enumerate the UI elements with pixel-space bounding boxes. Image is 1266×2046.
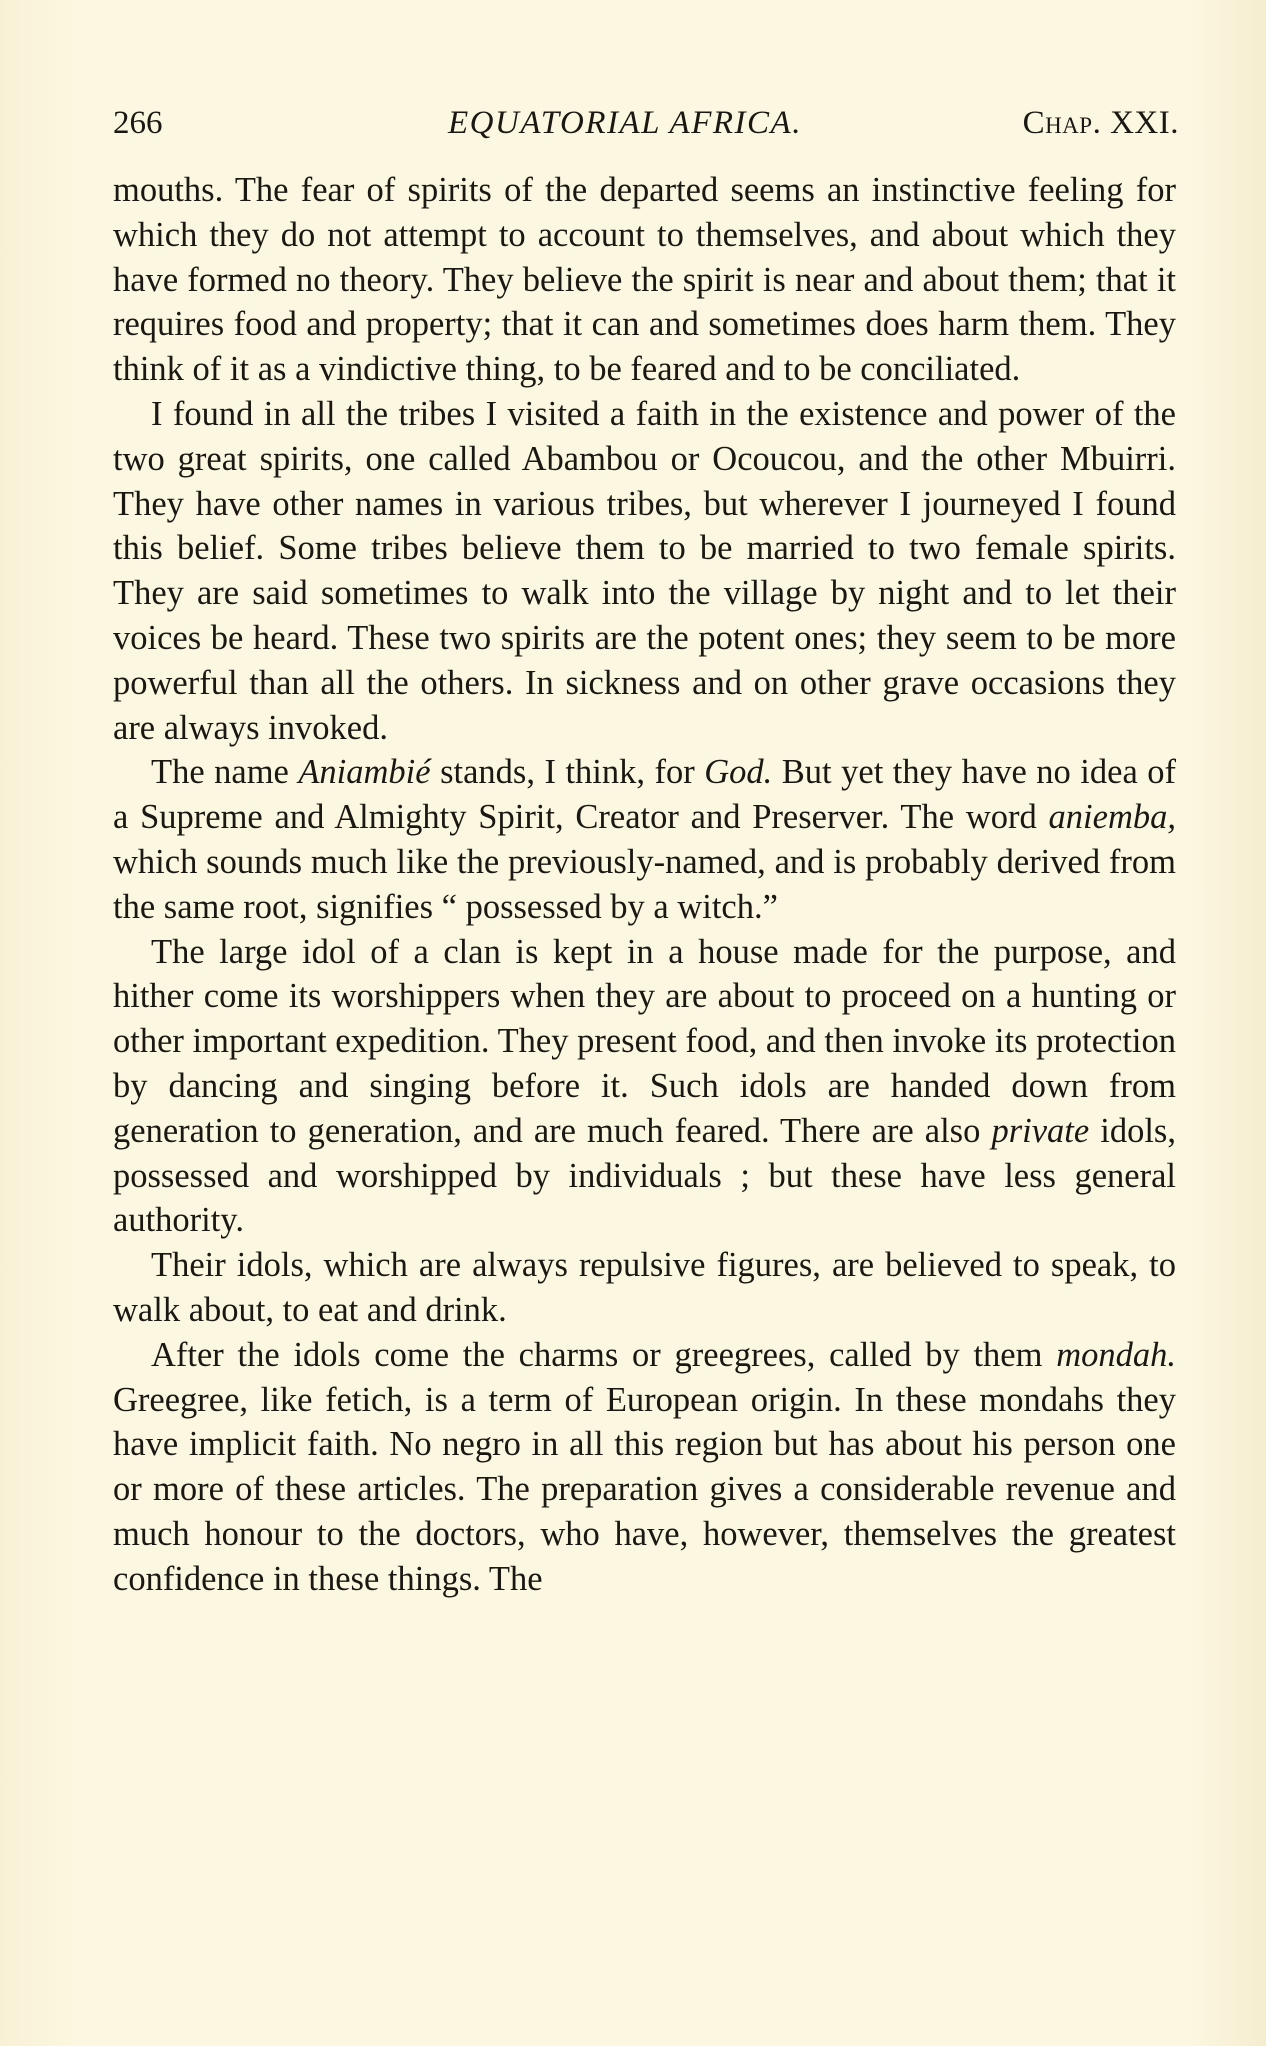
paragraph-5 (113, 1243, 1176, 1333)
paragraph-1 (113, 168, 1176, 392)
text-run: Their idols, which are always repulsive figures, are believed to speak, to walk about, to eat and drink. (113, 1246, 1176, 1329)
italic-term-aniambie: Aniambié (298, 753, 431, 792)
text-run: After the idols come the charms or greegrees, called by them (151, 1335, 1057, 1374)
italic-term-god: God. (704, 753, 773, 792)
paragraph-4 (113, 930, 1176, 1244)
page-number: 266 (113, 105, 163, 141)
text-run: stands, I think, for (430, 753, 705, 792)
text-run: Greegree, like fetich, is a term of European origin. In these mondahs they have implicit faith. No negro in all this region but has about his person one or more of these articles. The preparation gives a considerable revenue and much honour to the doctors, who have, however, themselves the greatest confidence in these things. The (113, 1380, 1176, 1598)
italic-term-private: private (991, 1111, 1090, 1150)
text-run: The large idol of a clan is kept in a house made for the purpose, and hither come its worshippers when they are about to proceed on a hunting or other important expedition. They present food, and then invoke its protection by dancing and singing before it. Such idols are handed down from generation to generation, and are much feared. There are also (113, 932, 1176, 1150)
text-run: idols, possessed and worshipped by individuals ; but these have less general authority. (113, 1111, 1176, 1240)
paragraph-6 (113, 1333, 1176, 1602)
text-run: The name (151, 753, 299, 792)
running-title: EQUATORIAL AFRICA. (448, 105, 802, 141)
text-run: which sounds much like the previously-named, and is probably derived from the same root, signifies “ possessed by a witch.” (113, 842, 1176, 926)
paragraph-2 (113, 392, 1176, 750)
text-run: But yet they have no idea of a Supreme and Almighty Spirit, Creator and Preserver. The word (113, 753, 1176, 837)
italic-term-aniemba: aniemba, (1048, 798, 1176, 837)
chapter-label: Chap. XXI. (1022, 105, 1179, 141)
paragraph-3 (113, 750, 1176, 929)
text-run: I found in all the tribes I visited a faith in the existence and power of the two great spirits, one called Abambou or Ocoucou, and the other Mbuirri. They have other names in various tribes, but wherever I journeyed I found this belief. Some tribes believe them to be married to two female spirits. They are said sometimes to walk into the village by night and to let their voices be heard. These two spirits are the potent ones; they seem to be more powerful than all the others. In sickness and on other grave occasions they are always invoked. (113, 394, 1176, 747)
text-run: mouths. The fear of spirits of the departed seems an instinctive feeling for which they do not attempt to account to themselves, and about which they have formed no theory. They believe the spirit is near and about them; that it requires food and property; that it can and sometimes does harm them. They think of it as a vindictive thing, to be feared and to be conciliated. (113, 171, 1176, 389)
body-text (113, 168, 1176, 1602)
running-head (113, 98, 1179, 148)
italic-term-mondah: mondah. (1056, 1335, 1176, 1374)
